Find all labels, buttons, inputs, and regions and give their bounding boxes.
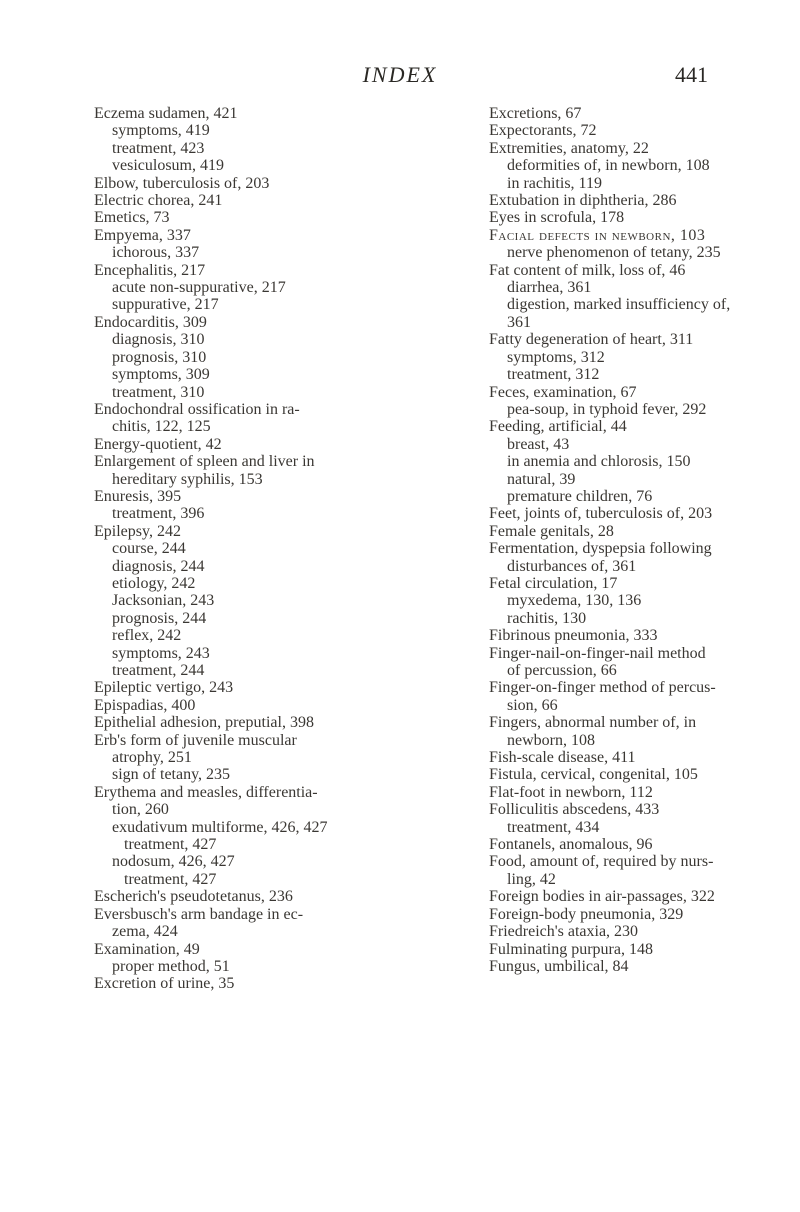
index-entry: Foreign-body pneumonia, 329 (489, 905, 684, 923)
index-entry: Erythema and measles, differentia- (94, 783, 318, 801)
page-title: INDEX (362, 62, 438, 87)
index-subentry: 361 (507, 313, 531, 331)
index-entry: Extubation in diphtheria, 286 (489, 192, 677, 210)
index-subentry: deformities of, in newborn, 108 (507, 157, 710, 175)
index-entry: Fibrinous pneumonia, 333 (489, 627, 658, 645)
index-subentry: digestion, marked insufficiency of, (507, 296, 731, 314)
index-entry: Folliculitis abscedens, 433 (489, 801, 660, 819)
index-entry: Fingers, abnormal number of, in (489, 714, 697, 732)
index-entry: Female genitals, 28 (489, 522, 614, 540)
index-entry: Escherich's pseudotetanus, 236 (94, 888, 293, 906)
index-subentry: symptoms, 419 (112, 122, 210, 140)
index-subentry: diarrhea, 361 (507, 279, 592, 297)
index-entry: Elbow, tuberculosis of, 203 (94, 174, 270, 192)
index-entry: Feces, examination, 67 (489, 383, 637, 401)
index-entry: Extremities, anatomy, 22 (489, 139, 649, 157)
index-subentry: atrophy, 251 (112, 749, 192, 767)
index-subentry: treatment, 312 (507, 366, 600, 384)
index-subentry: hereditary syphilis, 153 (112, 470, 263, 488)
page-header (0, 62, 800, 92)
index-entry: Eversbusch's arm bandage in ec- (94, 905, 304, 923)
index-entry: Fat content of milk, loss of, 46 (489, 261, 686, 279)
index-subentry: treatment, 423 (112, 139, 205, 157)
index-entry: Erb's form of juvenile muscular (94, 731, 297, 749)
index-subentry: vesiculosum, 419 (112, 157, 224, 175)
index-subentry: diagnosis, 310 (112, 331, 205, 349)
index-subentry: proper method, 51 (112, 957, 230, 975)
index-subentry: in anemia and chlorosis, 150 (507, 453, 691, 471)
index-entry: Endocarditis, 309 (94, 313, 207, 331)
index-entry: Electric chorea, 241 (94, 192, 223, 210)
index-subentry: treatment, 244 (112, 662, 205, 679)
index-column-right (489, 105, 800, 975)
index-subentry: nodosum, 426, 427 (112, 853, 235, 871)
index-entry: Flat-foot in newborn, 112 (489, 783, 653, 801)
index-entry: Expectorants, 72 (489, 122, 597, 140)
index-entry: Fetal circulation, 17 (489, 574, 618, 592)
index-subentry: nerve phenomenon of tetany, 235 (507, 244, 721, 262)
index-subentry: newborn, 108 (507, 731, 595, 749)
index-entry: Fermentation, dyspepsia following (489, 540, 712, 558)
index-subentry: symptoms, 309 (112, 366, 210, 384)
index-entry: Fish-scale disease, 411 (489, 749, 636, 767)
index-subentry: treatment, 427 (124, 836, 217, 854)
index-subentry: prognosis, 244 (112, 609, 207, 627)
index-entry: Epispadias, 400 (94, 696, 196, 714)
index-subentry: Jacksonian, 243 (112, 592, 215, 610)
index-subentry: exudativum multiforme, 426, 427 (112, 818, 328, 836)
index-entry: Examination, 49 (94, 940, 200, 958)
index-entry: Fatty degeneration of heart, 311 (489, 331, 694, 349)
index-entry: Fontanels, anomalous, 96 (489, 836, 653, 854)
index-subentry: ling, 42 (507, 870, 556, 888)
index-entry: Excretion of urine, 35 (94, 975, 235, 993)
index-entry: Enuresis, 395 (94, 487, 182, 505)
index-subentry: treatment, 396 (112, 505, 205, 523)
index-entry: Excretions, 67 (489, 105, 582, 122)
index-subentry: treatment, 310 (112, 383, 205, 401)
index-entry: Eyes in scrofula, 178 (489, 209, 625, 227)
index-subentry: premature children, 76 (507, 487, 653, 505)
index-subentry: treatment, 427 (124, 870, 217, 888)
index-entry: Empyema, 337 (94, 226, 191, 244)
index-entry: Eczema sudamen, 421 (94, 105, 238, 122)
index-entry: Friedreich's ataxia, 230 (489, 923, 639, 941)
index-entry: Encephalitis, 217 (94, 261, 206, 279)
index-subentry: breast, 43 (507, 435, 570, 453)
index-subentry: sion, 66 (507, 696, 558, 714)
index-entry: Emetics, 73 (94, 209, 170, 227)
index-subentry: in rachitis, 119 (507, 174, 602, 192)
index-entry: Endochondral ossification in ra- (94, 400, 300, 418)
index-subentry: symptoms, 312 (507, 348, 605, 366)
index-column-left (94, 105, 434, 993)
index-entry: Feet, joints of, tuberculosis of, 203 (489, 505, 713, 523)
index-entry: Fistula, cervical, congenital, 105 (489, 766, 698, 784)
index-entry: Finger-nail-on-finger-nail method (489, 644, 706, 662)
index-entry: Fulminating purpura, 148 (489, 940, 653, 958)
index-subentry: symptoms, 243 (112, 644, 210, 662)
index-subentry: zema, 424 (112, 923, 178, 941)
index-entry: Energy-quotient, 42 (94, 435, 222, 453)
index-subentry: course, 244 (112, 540, 186, 558)
index-subentry: prognosis, 310 (112, 348, 207, 366)
index-subentry: suppurative, 217 (112, 296, 219, 314)
index-entry: Fungus, umbilical, 84 (489, 957, 629, 975)
index-subentry: etiology, 242 (112, 574, 196, 592)
index-subentry: ichorous, 337 (112, 244, 200, 262)
index-entry: Facial defects in newborn, 103 (489, 226, 706, 244)
index-subentry: treatment, 434 (507, 818, 600, 836)
index-entry: Finger-on-finger method of percus- (489, 679, 716, 697)
index-entry: Foreign bodies in air-passages, 322 (489, 888, 715, 906)
index-subentry: chitis, 122, 125 (112, 418, 211, 436)
index-subentry: pea-soup, in typhoid fever, 292 (507, 400, 707, 418)
index-subentry: natural, 39 (507, 470, 576, 488)
page-number: 441 (675, 62, 708, 87)
index-subentry: rachitis, 130 (507, 609, 587, 627)
index-entry: Feeding, artificial, 44 (489, 418, 627, 436)
index-entry: Enlargement of spleen and liver in (94, 453, 315, 471)
index-entry: Epilepsy, 242 (94, 522, 181, 540)
index-subentry: reflex, 242 (112, 627, 182, 645)
index-subentry: disturbances of, 361 (507, 557, 637, 575)
index-subentry: sign of tetany, 235 (112, 766, 231, 784)
index-entry: Epileptic vertigo, 243 (94, 679, 234, 697)
index-entry: Food, amount of, required by nurs- (489, 853, 714, 871)
index-subentry: of percussion, 66 (507, 662, 617, 679)
index-subentry: acute non-suppurative, 217 (112, 279, 286, 297)
index-subentry: diagnosis, 244 (112, 557, 205, 575)
index-subentry: tion, 260 (112, 801, 169, 819)
index-entry: Epithelial adhesion, preputial, 398 (94, 714, 314, 732)
index-subentry: myxedema, 130, 136 (507, 592, 642, 610)
